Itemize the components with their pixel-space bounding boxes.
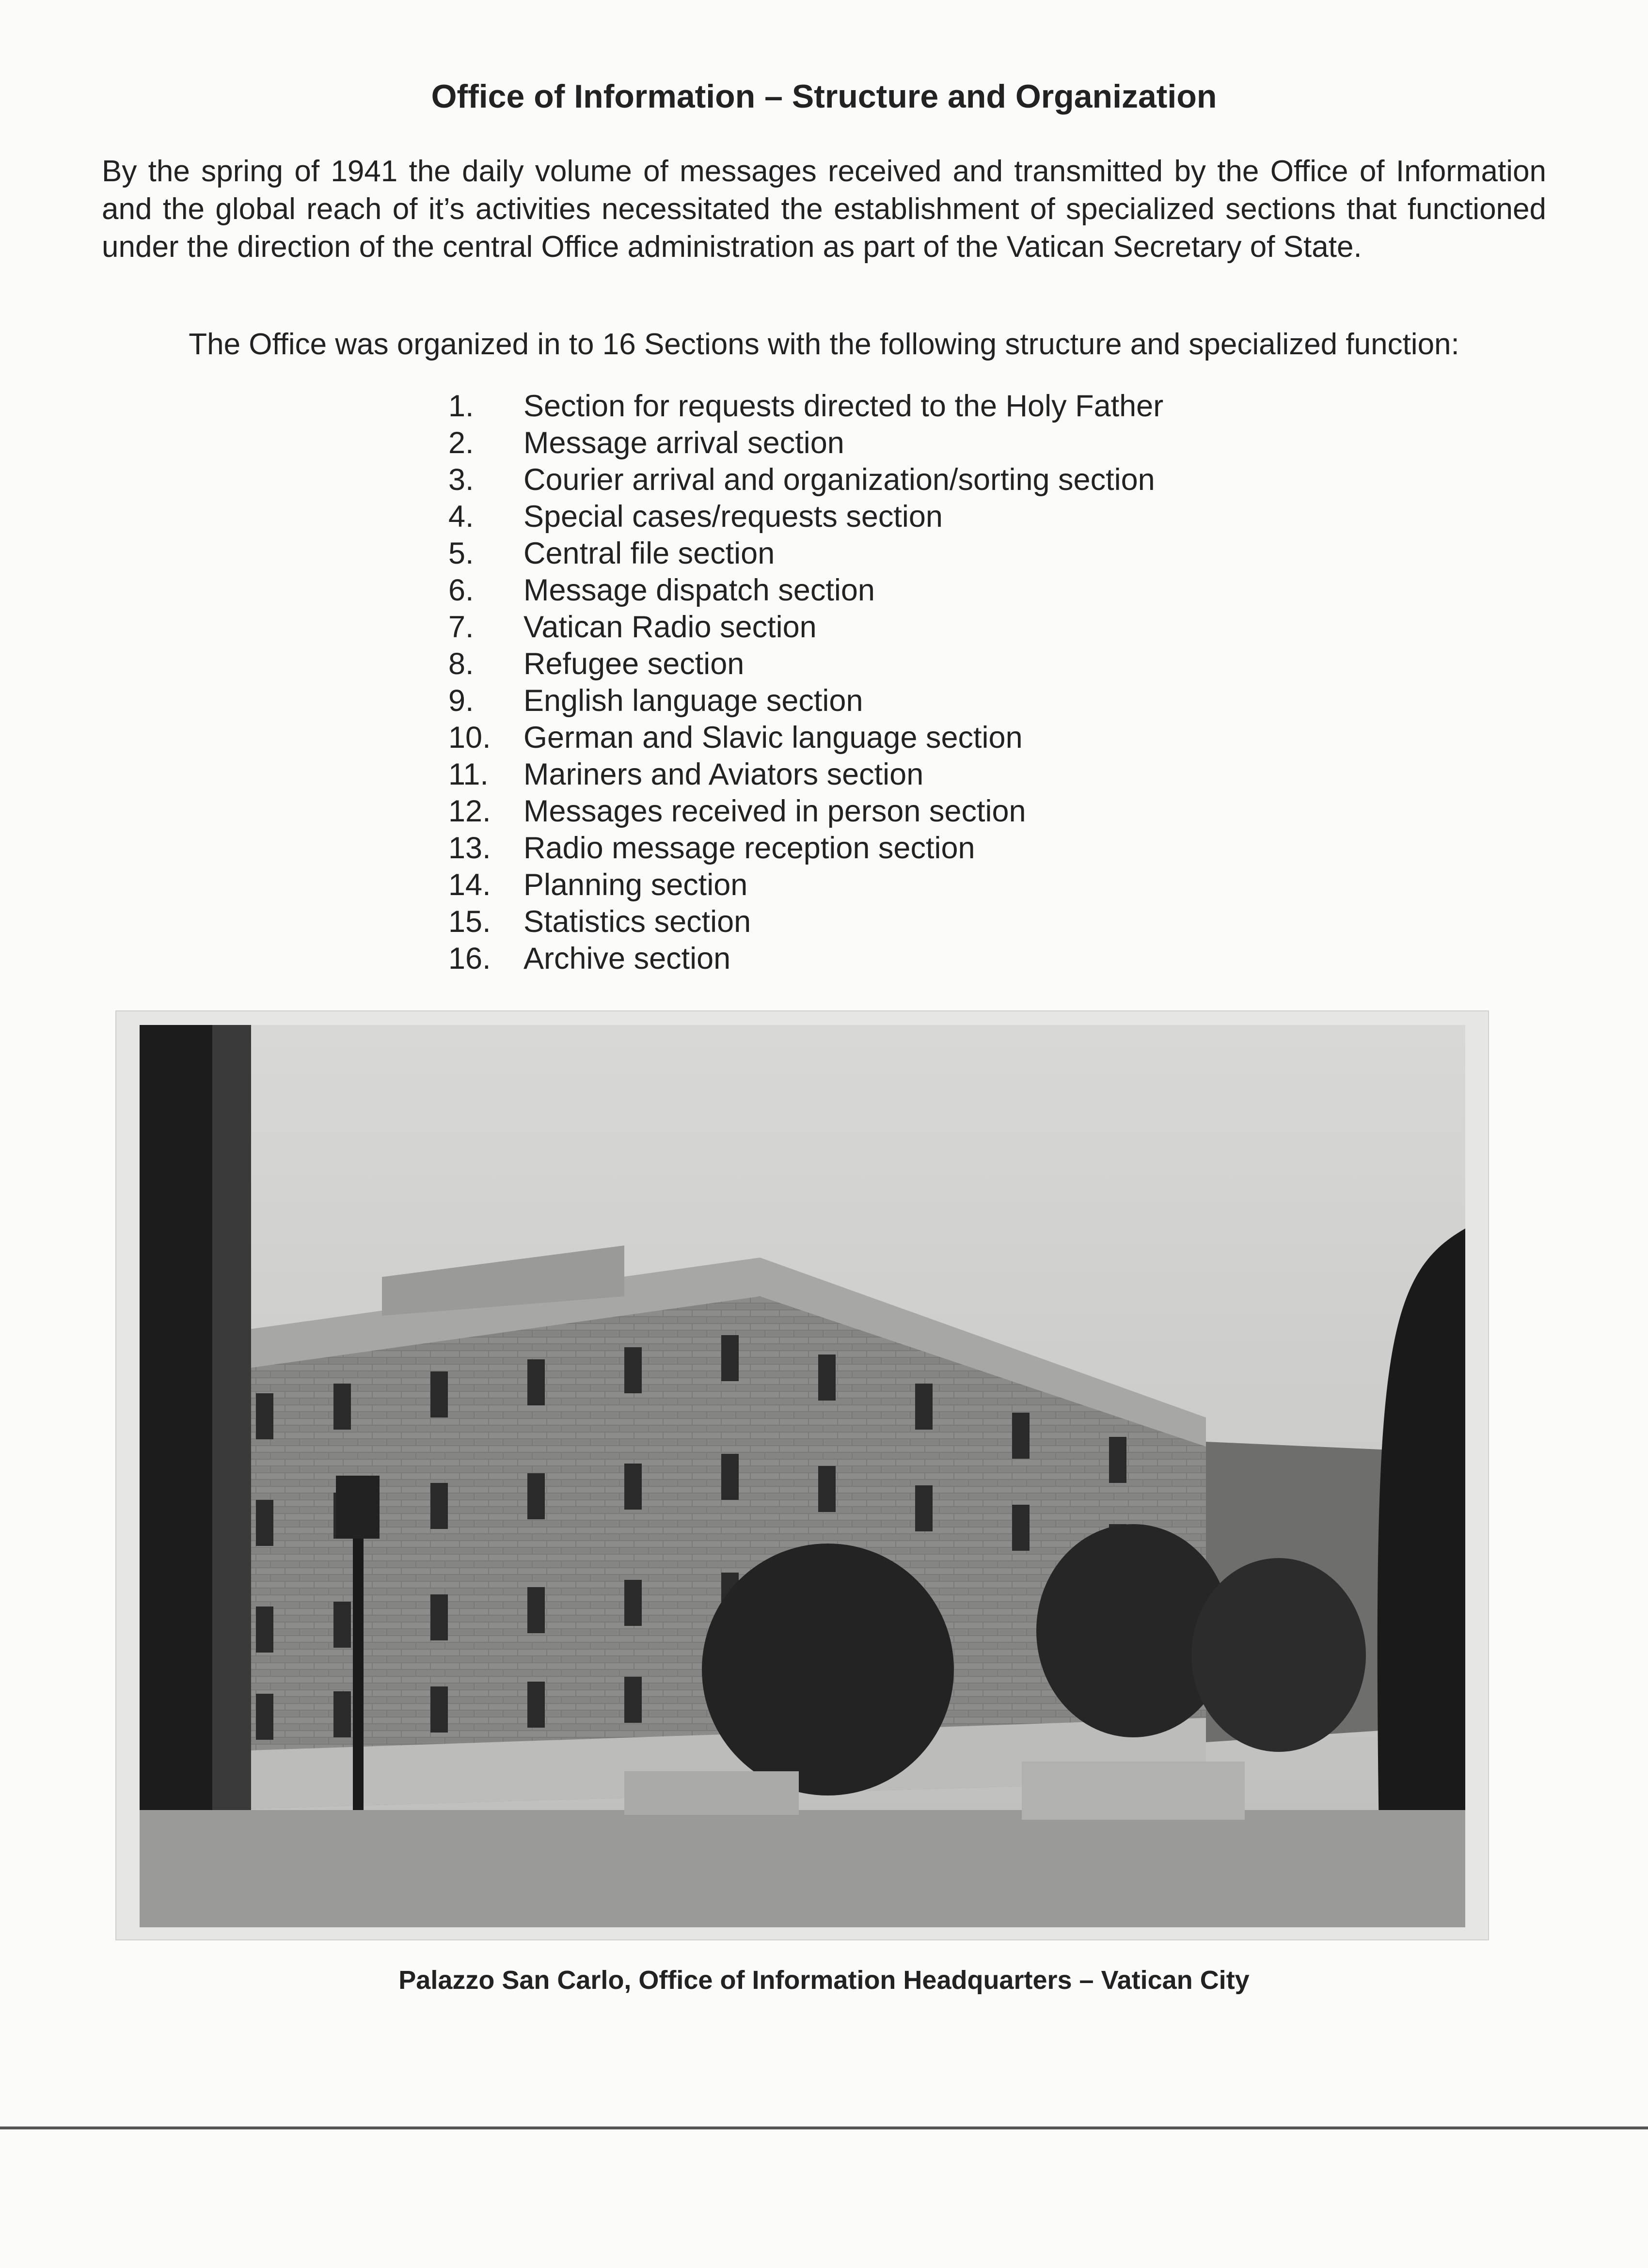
section-item <box>448 903 1163 940</box>
section-item <box>448 425 1163 461</box>
section-label: English language section <box>523 684 863 718</box>
building-photo <box>140 1025 1465 1927</box>
section-item <box>448 646 1163 682</box>
palazzo-san-carlo-photo <box>140 1025 1465 1927</box>
page-bottom-rule <box>0 2126 1648 2129</box>
lead-paragraph: The Office was organized in to 16 Sections with the following structure and specialized function: <box>189 328 1459 361</box>
section-number: 3. <box>448 463 474 497</box>
section-label: Courier arrival and organization/sorting section <box>523 463 1155 497</box>
section-item <box>448 682 1163 719</box>
section-label: Archive section <box>523 942 731 976</box>
section-label: Vatican Radio section <box>523 610 817 644</box>
section-item <box>448 940 1163 977</box>
photo-frame <box>115 1010 1489 1940</box>
section-number: 7. <box>448 610 474 644</box>
section-label: German and Slavic language section <box>523 721 1023 755</box>
section-item <box>448 535 1163 572</box>
section-item <box>448 388 1163 425</box>
section-item <box>448 830 1163 866</box>
photo-caption: Palazzo San Carlo, Office of Information Headquarters – Vatican City <box>398 1966 1250 1995</box>
section-label: Message dispatch section <box>523 573 875 607</box>
section-label: Special cases/requests section <box>523 500 943 534</box>
section-label: Planning section <box>523 868 748 902</box>
section-number: 4. <box>448 500 474 534</box>
section-number: 11. <box>448 757 489 791</box>
section-label: Mariners and Aviators section <box>523 757 924 791</box>
section-number: 9. <box>448 684 474 718</box>
section-number: 15. <box>448 905 491 939</box>
page-title: Office of Information – Structure and Organization <box>431 78 1217 115</box>
section-label: Message arrival section <box>523 426 844 460</box>
section-item <box>448 756 1163 793</box>
section-item <box>448 609 1163 646</box>
intro-paragraph: By the spring of 1941 the daily volume of messages received and transmitted by the Office of Information and the global reach of it’s activities necessitated the establishment of specialized sections that functioned under the direction of the central Office administration as part of the Vatican Secretary of State. <box>102 155 1546 264</box>
section-label: Messages received in person section <box>523 794 1026 828</box>
section-item <box>448 866 1163 903</box>
section-number: 12. <box>448 794 491 828</box>
section-item <box>448 498 1163 535</box>
section-item <box>448 572 1163 609</box>
section-item <box>448 719 1163 756</box>
section-item <box>448 461 1163 498</box>
section-number: 16. <box>448 942 491 976</box>
section-number: 14. <box>448 868 491 902</box>
section-label: Central file section <box>523 536 775 570</box>
section-number: 2. <box>448 426 474 460</box>
section-label: Refugee section <box>523 647 745 681</box>
section-label: Statistics section <box>523 905 751 939</box>
section-item <box>448 793 1163 830</box>
section-label: Section for requests directed to the Holy Father <box>523 389 1164 423</box>
section-number: 6. <box>448 573 474 607</box>
section-number: 5. <box>448 536 474 570</box>
section-number: 1. <box>448 389 474 423</box>
section-label: Radio message reception section <box>523 831 975 865</box>
section-number: 10. <box>448 721 491 755</box>
sections-list <box>448 388 1163 977</box>
section-number: 8. <box>448 647 474 681</box>
section-number: 13. <box>448 831 491 865</box>
